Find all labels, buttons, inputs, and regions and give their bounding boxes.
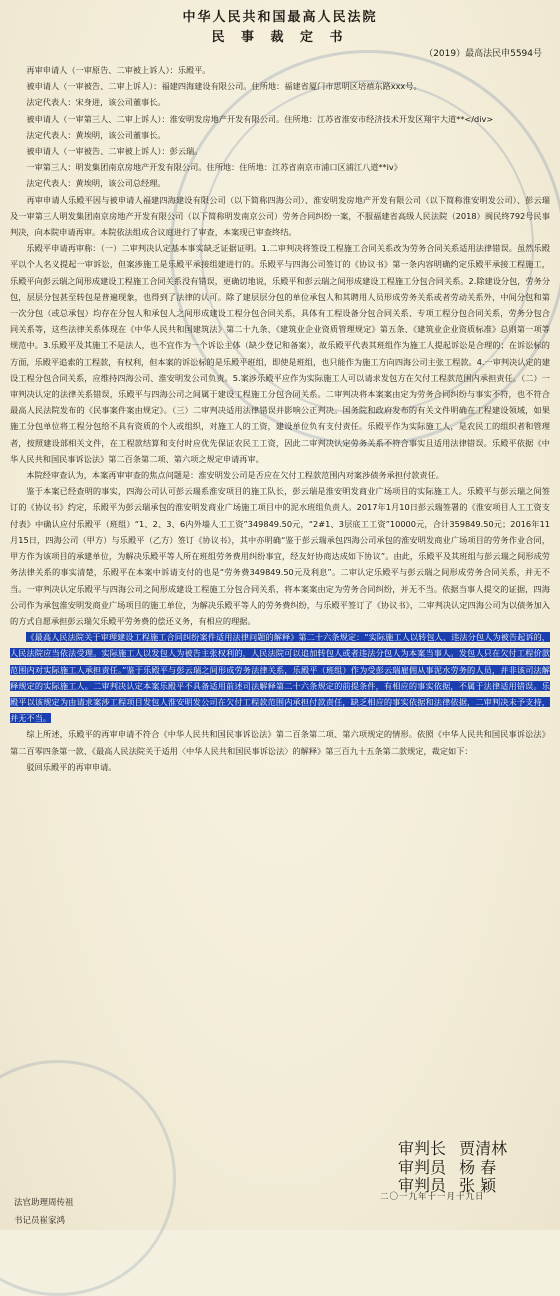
paragraph: 综上所述，乐殿平的再审申请不符合《中华人民共和国民事诉讼法》第二百条第二项、第六项规定的情形。依照《中华人民共和国民事诉讼法》第二百零四条第一款、《最高人民法院关于适用〈中华人民共和国民事诉讼法〉的解释》第三百九十五条第二款规定，裁定如下： [10, 729, 550, 756]
judge-assistant: 法官助理周传祖 [14, 1198, 74, 1208]
selected-text[interactable]: 《最高人民法院关于审理建设工程施工合同纠纷案件适用法律问题的解释》第二十六条规定：“实际施工人以转包人、违法分包人为被告起诉的，人民法院应当依法受理。实际施工人以发包人为被告主张权利的，人民法院可以追加转包人或者违法分包人为本案当事人。发包人只在欠付工程价款范围内对实际施工人承担责任。”鉴于乐殿平与彭云瑞之间形成劳务法律关系，乐殿平（班组）作为受彭云瑞雇佣从事泥水劳务的人员，并非该司法解释规定的实际施工人。二审判决认定本案乐殿平不具备适用前述司法解释第二十六条规定的前提条件，有相应的事实依据，不属于法律适用错误。乐殿平以该规定为由请求案涉工程项目发包人淮安明发公司在欠付工程款范围内承担付款责任，缺乏相应的事实依据和法律依据，二审判决未予支持，并无不当。 [10, 632, 550, 724]
signature-role: 审判员 [398, 1158, 447, 1177]
ruling-date: 二〇一九年十一月十九日 [380, 1192, 485, 1202]
court-clerk: 书记员崔家鸿 [14, 1216, 66, 1226]
paragraph: 再审申请人（一审原告、二审被上诉人）：乐殿平。 [26, 65, 211, 75]
ruling-body [10, 62, 550, 775]
court-name: 中华人民共和国最高人民法院 [182, 10, 378, 25]
signature-name: 杨 春 [459, 1158, 497, 1177]
paragraph: 再审申请人乐殿平因与被申请人福建四海建设有限公司（以下简称四海公司）、淮安明发房地产开发有限公司（以下简称淮安明发公司）、彭云瑞及一审第三人明发集团南京房地产开发有限公司（以下简称明发南京公司）劳务合同纠纷一案，不服福建省高级人民法院（2018）闽民终792号民事判决，向本院申请再审。本院依法组成合议庭进行了审查，本案现已审查终结。 [10, 194, 550, 238]
case-number: （2019）最高法民申5594号 [424, 49, 542, 59]
document-type: 民 事 裁 定 书 [211, 30, 349, 45]
signature-role: 审判长 [398, 1139, 447, 1158]
paragraph: 乐殿平申请再审称：（一）二审判决认定基本事实缺乏证据证明。1.二审判决将签设工程施工合同关系改为劳务合同关系适用法律错误。虽然乐殿平以个人名义提起一审诉讼，但案涉施工是乐殿平承接组建进行的。乐殿平与四海公司签订的《协议书》第一条内容明确约定乐殿平承接工程施工，乐殿平向彭云瑞之间形成建设工程施工合同关系没有错误，更确切地说，乐殿平和彭云瑞之间形成建设工程施工分包合同关系。2.除建设分包，劳务分包，层层分包甚至转包是普遍现象，也得到了法律的认可。除了建层层分包的单位承包人和其聘用人员形成劳务关系或者劳动关系外，中间分包和第一次分包（或总承包）均存在分包人和承包人之间形成建设工程分包合同关系，具体有工程设备分包合同关系、专项工程分包合同关系，劳务分包合同关系等，这些法律关系体现在《中华人民共和国建筑法》第二十九条、《建筑业企业资质管理规定》第五条、《建筑业企业资质标准》总则第一项等规范中。3.乐殿平及其施工不是法人，也不宜作为一个诉讼主体（缺少登记和备案），故乐殿平代表其班组作为施工人提起诉讼是合理的；在诉讼标的方面，乐殿平追索的工程款，有权利，但本案的诉讼标的是乐殿平班组，即使是班组，也只能作为施工方向四海公司主张工程款。4.一审判决认定的建设工程分包合同关系，应维持四海公司、淮安明发公司负责。5.案涉乐殿平应作为实际施工人可以请求发包方在欠付工程款范围内承担责任。（二）一审判决认定的法律关系错误，乐殿平与四海公司之间属于建设工程施工分包合同关系。二审判决将本案案由定为劳务合同纠纷与事实不符，也不符合最高人民法院发布的《民事案件案由规定》。（三）二审判决适用法律错误并影响公正判决。国务院和政府发布的有关文件明确在工程建设领域，如果施工分包单位将工程分包给不具有资质的个人或组织，对施工人的工资，建设单位负有支付责任。乐殿平作为实际施工人，是农民工的组织者和管理者，按照建设部相关文件，在工程款结算和支付时应优先保证农民工工资，因此二审判决认定劳务关系不符合事实且适用法律错误。乐殿平依据《中华人民共和国民事诉讼法》第二百条第二项、第六项之规定申请再审。 [10, 243, 551, 464]
signature-name: 张 颖 [459, 1176, 497, 1195]
court-seal-watermark-bottom [0, 1060, 176, 1296]
paragraph: 被申请人（一审被告、二审上诉人）：福建四海建设有限公司。住所地：福建省厦门市思明区培禧东路xxx号。 [26, 81, 422, 92]
paragraph: 被申请人（一审第三人、二审上诉人）：淮安明发房地产开发有限公司。住所地：江苏省淮安市经济技术开发区翔宇大道**</div> [26, 113, 494, 124]
paragraph: 驳回乐殿平的再审申请。 [26, 761, 117, 772]
signature-name: 贾清林 [459, 1139, 508, 1158]
signature-role: 审判员 [398, 1176, 447, 1195]
paragraph: 鉴于本案已经查明的事实，四海公司认可彭云瑞系淮安项目的施工队长，彭云瑞是淮安明发商业广场项目的实际施工人。乐殿平与彭云瑞之间签订的《协议书》约定，乐殿平为彭云瑞承包的淮安明发商业广场施工项目中的泥水班组负责人。2017年1月10日彭云瑞签署的《淮安项目人工工资支付表》中确认应付乐殿平（班组）“1、2、3、6内外墙人工工资”349849.50元，“2#1、3层底工工资”10000元，合计359849.50元；2016年11月15日，四海公司（甲方）与乐殿平（乙方）签订《协议书》，其中亦明确“鉴于彭云瑞承包四海公司承包的淮安明发商业广场项目的劳务作业合同，甲方作为该项目的承建单位，为解决乐殿平等人所在班组劳务费用纠纷事宜，经友好协商达成如下协议”。由此，乐殿平及其班组与彭云瑞之间形成劳务法律关系的事实清楚，乐殿平在本案中诉请支付的也是“劳务费349849.50元及利息”。二审认定乐殿平与彭云瑞之间形成劳务合同关系，并无不当。一审判决认定乐殿平与四海公司之间形成建设工程施工分包合同关系，将本案案由定为劳务合同纠纷，并无不当。依据当事人提交的证据，四海公司作为承包淮安明发商业广场项目的施工单位，为解决乐殿平等人的劳务费纠纷，与乐殿平签订了《协议书》，二审判决认定四海公司为以债务加入的方式自愿承担彭云瑞欠乐殿平劳务费的偿还义务，有相应的理据。 [10, 486, 550, 626]
paragraph: 法定代表人：黄埃明，该公司董事长。 [26, 129, 166, 140]
paragraph: 法定代表人：宋身进，该公司董事长。 [26, 97, 166, 108]
paragraph: 法定代表人：黄埃明，该公司总经理。 [26, 178, 166, 189]
paragraph: 被申请人（一审被告、二审被上诉人）：彭云瑞。 [26, 146, 203, 157]
paragraph: 一审第三人：明发集团南京房地产开发有限公司。住所地：住所地：江苏省南京市浦口区浦江八道**iv》 [26, 162, 402, 173]
paragraph: 本院经审查认为，本案再审审查的焦点问题是：淮安明发公司是否应在欠付工程款范围内对案涉债务承担付款责任。 [26, 470, 444, 481]
highlighted-paragraph[interactable] [10, 629, 550, 726]
